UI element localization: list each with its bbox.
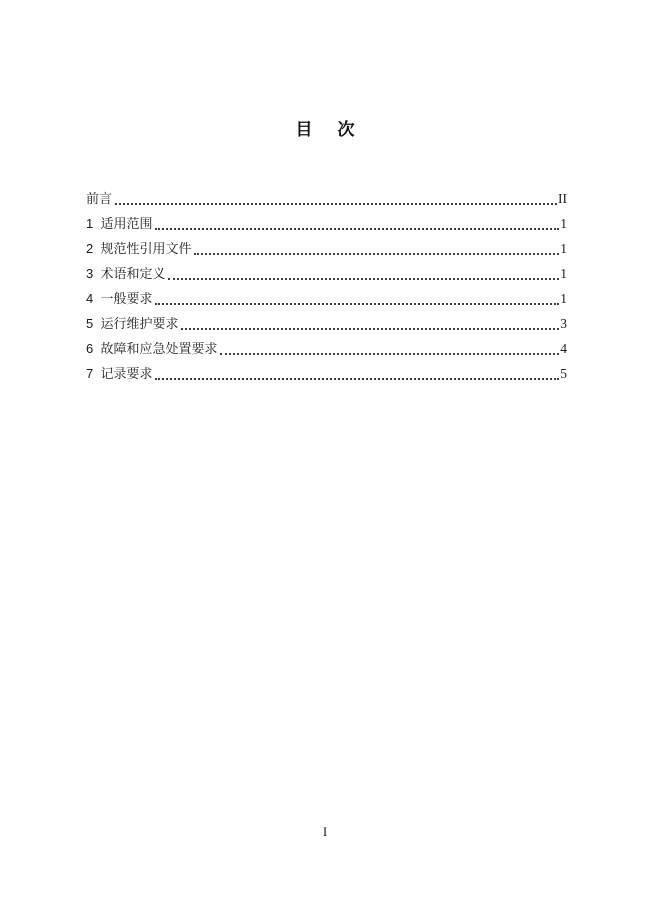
toc-entry-label: 3 术语和定义 [86, 266, 166, 281]
toc-entry-normative-references[interactable] [86, 236, 567, 261]
toc-title [0, 120, 650, 140]
table-of-contents [86, 186, 567, 386]
dot-leader [194, 253, 559, 255]
toc-entry-label: 前言 [86, 191, 113, 206]
toc-entry-label: 2 规范性引用文件 [86, 241, 192, 256]
toc-entry-operation-maintenance[interactable] [86, 311, 567, 336]
toc-entry-label: 5 运行维护要求 [86, 316, 179, 331]
toc-entry-label: 7 记录要求 [86, 366, 153, 381]
toc-entry-page-number: 1 [560, 241, 567, 256]
toc-entry-page-number: 3 [560, 316, 567, 331]
toc-entry-general-requirements[interactable] [86, 286, 567, 311]
toc-entry-page-number: 1 [560, 216, 567, 231]
footer-page-number: I [322, 824, 328, 839]
toc-entry-page-number: 5 [560, 366, 567, 381]
toc-title-char-1: 目 [295, 120, 313, 139]
dot-leader [181, 328, 559, 330]
dot-leader [155, 303, 559, 305]
toc-entry-scope[interactable] [86, 211, 567, 236]
toc-entry-page-number: 4 [560, 341, 567, 356]
toc-entry-label: 4 一般要求 [86, 291, 153, 306]
dot-leader [220, 353, 559, 355]
dot-leader [155, 378, 559, 380]
toc-entry-fault-emergency[interactable] [86, 336, 567, 361]
toc-entry-terms-definitions[interactable] [86, 261, 567, 286]
toc-title-char-2: 次 [337, 120, 355, 139]
dot-leader [155, 228, 559, 230]
toc-entry-page-number: II [558, 191, 567, 206]
dot-leader [168, 278, 559, 280]
toc-entry-records[interactable] [86, 361, 567, 386]
toc-entry-page-number: 1 [560, 291, 567, 306]
toc-entry-foreword[interactable] [86, 186, 567, 211]
toc-entry-label: 1 适用范围 [86, 216, 153, 231]
dot-leader [115, 203, 557, 205]
toc-entry-label: 6 故障和应急处置要求 [86, 341, 218, 356]
toc-entry-page-number: 1 [560, 266, 567, 281]
